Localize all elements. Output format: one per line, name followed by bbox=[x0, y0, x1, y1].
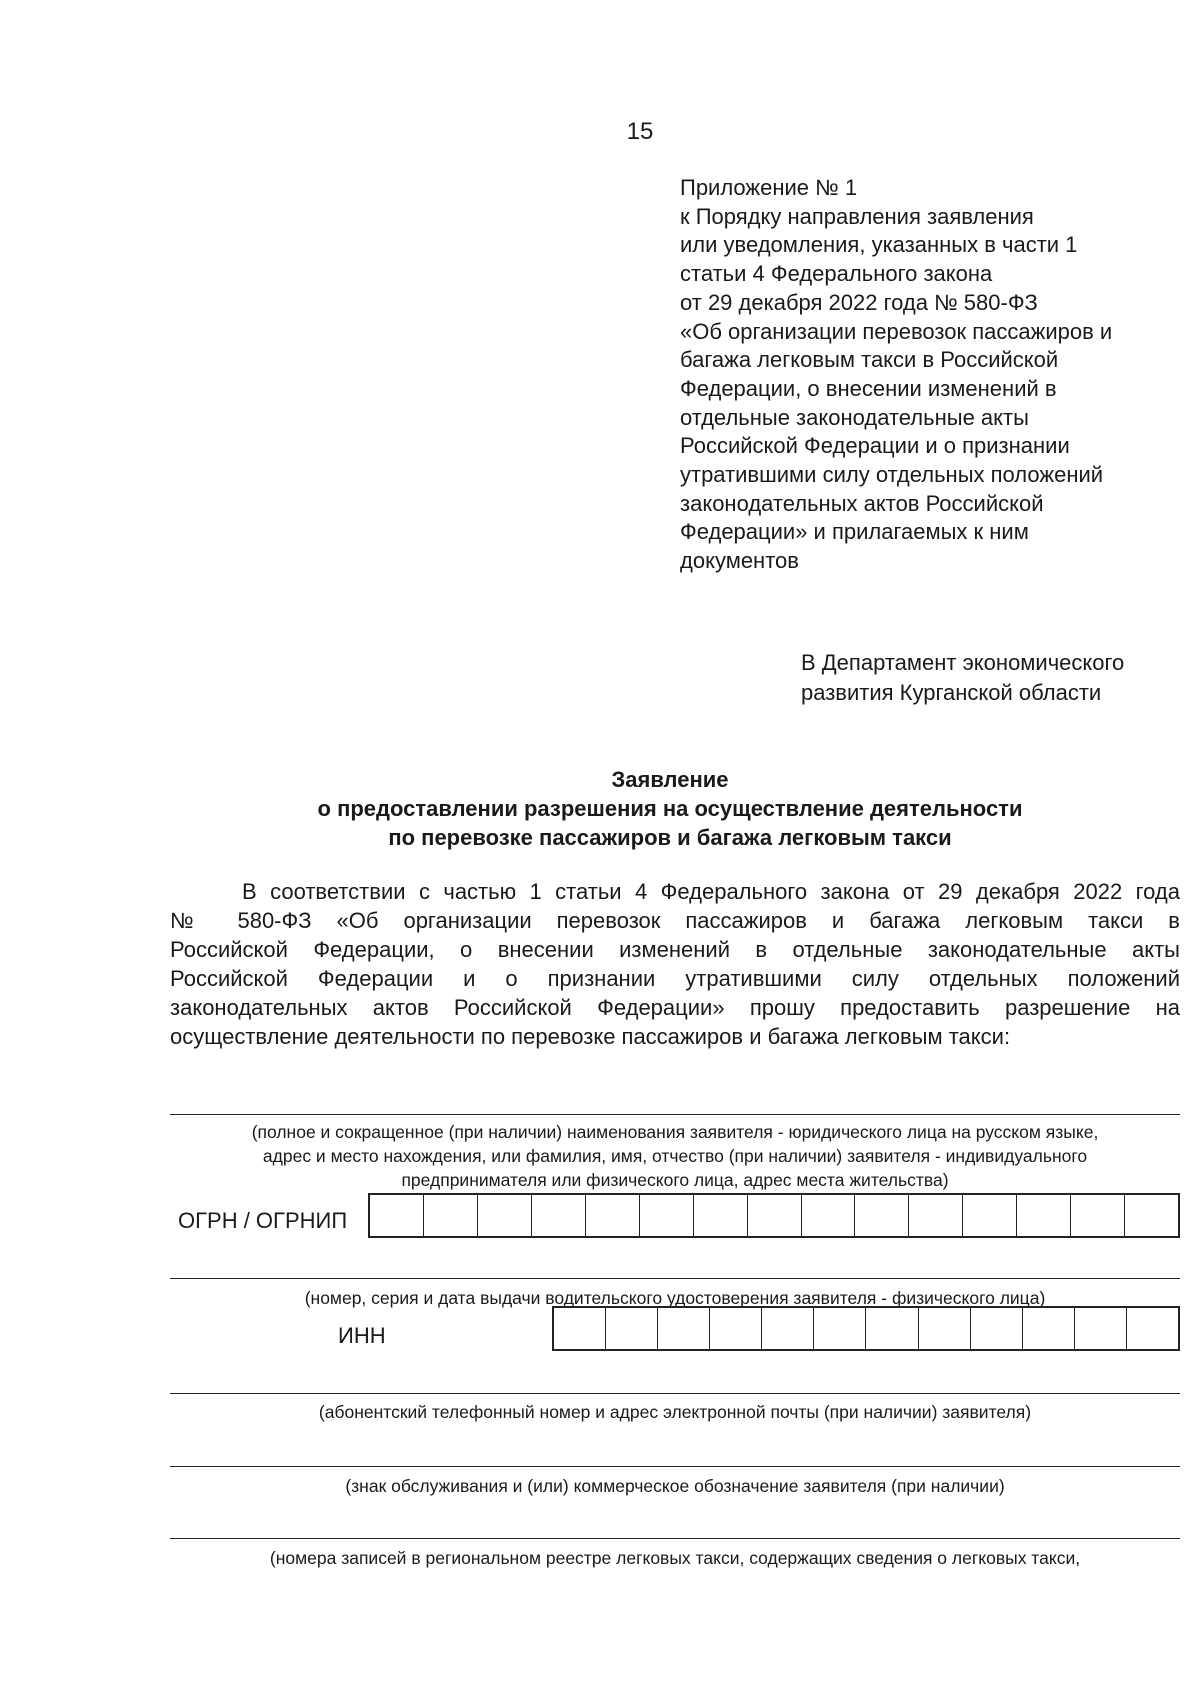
page-number: 15 bbox=[626, 118, 654, 145]
paragraph-line: № 580-ФЗ «Об организации перевозок пассажиров и багажа легковым такси в bbox=[170, 908, 1180, 933]
inn-cell[interactable] bbox=[814, 1308, 866, 1349]
applicant-name-field[interactable] bbox=[170, 1114, 1180, 1115]
appendix-line: отдельные законодательные акты bbox=[680, 404, 1029, 430]
ogrn-cell[interactable] bbox=[532, 1195, 586, 1236]
inn-cell[interactable] bbox=[554, 1308, 606, 1349]
paragraph-line: Российской Федерации, о внесении изменений в отдельные законодательные акты bbox=[170, 937, 1180, 962]
ogrn-cell[interactable] bbox=[640, 1195, 694, 1236]
registry-caption bbox=[170, 1546, 1180, 1570]
ogrn-cell[interactable] bbox=[424, 1195, 478, 1236]
caption-line: адрес и место нахождения, или фамилия, имя, отчество (при наличии) заявителя - индивидуального bbox=[262, 1146, 1088, 1166]
registry-numbers-field[interactable] bbox=[170, 1538, 1180, 1539]
appendix-line: статьи 4 Федерального закона bbox=[680, 261, 993, 287]
addressee-line: развития Курганской области bbox=[801, 680, 1102, 705]
paragraph-line: законодательных актов Российской Федерации» прошу предоставить разрешение на bbox=[170, 995, 1180, 1020]
inn-cell[interactable] bbox=[919, 1308, 971, 1349]
inn-cell[interactable] bbox=[658, 1308, 710, 1349]
addressee bbox=[801, 648, 1181, 708]
ogrn-cell[interactable] bbox=[1017, 1195, 1071, 1236]
appendix-line: Федерации, о внесении изменений в bbox=[680, 375, 1057, 401]
ogrn-cell[interactable] bbox=[963, 1195, 1017, 1236]
appendix-line: к Порядку направления заявления bbox=[680, 203, 1034, 229]
inn-cell[interactable] bbox=[866, 1308, 918, 1349]
ogrn-label: ОГРН / ОГРНИП bbox=[178, 1208, 348, 1233]
contact-field[interactable] bbox=[170, 1393, 1180, 1394]
inn-label: ИНН bbox=[338, 1323, 386, 1348]
inn-cell[interactable] bbox=[1023, 1308, 1075, 1349]
title-line: о предоставлении разрешения на осуществление деятельности bbox=[317, 796, 1023, 821]
trademark-caption bbox=[170, 1474, 1180, 1498]
appendix-line: утратившими силу отдельных положений bbox=[680, 462, 1104, 488]
caption-line: (номер, серия и дата выдачи водительского удостоверения заявителя - физического лица) bbox=[304, 1288, 1046, 1308]
appendix-line: «Об организации перевозок пассажиров и bbox=[680, 318, 1113, 344]
inn-cell[interactable] bbox=[1127, 1308, 1178, 1349]
caption-line: предпринимателя или физического лица, адрес места жительства) bbox=[401, 1170, 949, 1190]
paragraph-line: Российской Федерации и о признании утратившими силу отдельных положений bbox=[170, 966, 1180, 991]
applicant-caption bbox=[170, 1120, 1180, 1192]
contact-caption bbox=[170, 1400, 1180, 1424]
caption-line: (номера записей в региональном реестре легковых такси, содержащих сведения о легковых такси, bbox=[269, 1548, 1081, 1568]
ogrn-cells[interactable] bbox=[368, 1193, 1180, 1238]
appendix-line: законодательных актов Российской bbox=[680, 490, 1044, 516]
inn-cell[interactable] bbox=[710, 1308, 762, 1349]
inn-cell[interactable] bbox=[971, 1308, 1023, 1349]
appendix-line: Федерации» и прилагаемых к ним bbox=[680, 519, 1029, 545]
inn-cell[interactable] bbox=[606, 1308, 658, 1349]
appendix-line: или уведомления, указанных в части 1 bbox=[680, 232, 1078, 258]
inn-cells[interactable] bbox=[552, 1306, 1180, 1351]
driver-license-field[interactable] bbox=[170, 1278, 1180, 1279]
ogrn-cell[interactable] bbox=[855, 1195, 909, 1236]
appendix-line: Российской Федерации и о признании bbox=[680, 433, 1070, 459]
appendix-line: багажа легковым такси в Российской bbox=[680, 347, 1059, 373]
appendix-line: Приложение № 1 bbox=[680, 175, 858, 200]
paragraph-line: осуществление деятельности по перевозке пассажиров и багажа легковым такси: bbox=[170, 1024, 1011, 1049]
paragraph-line: В соответствии с частью 1 статьи 4 Федерального закона от 29 декабря 2022 года bbox=[242, 879, 1180, 904]
trademark-field[interactable] bbox=[170, 1466, 1180, 1467]
request-paragraph bbox=[170, 877, 1180, 1051]
ogrn-cell[interactable] bbox=[748, 1195, 802, 1236]
caption-line: (знак обслуживания и (или) коммерческое обозначение заявителя (при наличии) bbox=[345, 1476, 1005, 1496]
caption-line: (абонентский телефонный номер и адрес электронной почты (при наличии) заявителя) bbox=[318, 1402, 1032, 1422]
document-title bbox=[170, 765, 1170, 852]
addressee-line: В Департамент экономического bbox=[801, 650, 1125, 675]
appendix-line: от 29 декабря 2022 года № 580-ФЗ bbox=[680, 289, 1038, 315]
ogrn-cell[interactable] bbox=[909, 1195, 963, 1236]
title-line: по перевозке пассажиров и багажа легковым такси bbox=[388, 825, 952, 850]
ogrn-cell[interactable] bbox=[478, 1195, 532, 1236]
ogrn-cell[interactable] bbox=[1125, 1195, 1178, 1236]
ogrn-cell[interactable] bbox=[802, 1195, 856, 1236]
inn-cell[interactable] bbox=[1075, 1308, 1127, 1349]
ogrn-cell[interactable] bbox=[586, 1195, 640, 1236]
ogrn-cell[interactable] bbox=[694, 1195, 748, 1236]
appendix-reference bbox=[680, 174, 1180, 576]
caption-line: (полное и сокращенное (при наличии) наименования заявителя - юридического лица на русском языке, bbox=[251, 1122, 1099, 1142]
ogrn-cell[interactable] bbox=[370, 1195, 424, 1236]
title-line: Заявление bbox=[611, 767, 729, 792]
ogrn-cell[interactable] bbox=[1071, 1195, 1125, 1236]
inn-cell[interactable] bbox=[762, 1308, 814, 1349]
appendix-line: документов bbox=[680, 548, 799, 574]
